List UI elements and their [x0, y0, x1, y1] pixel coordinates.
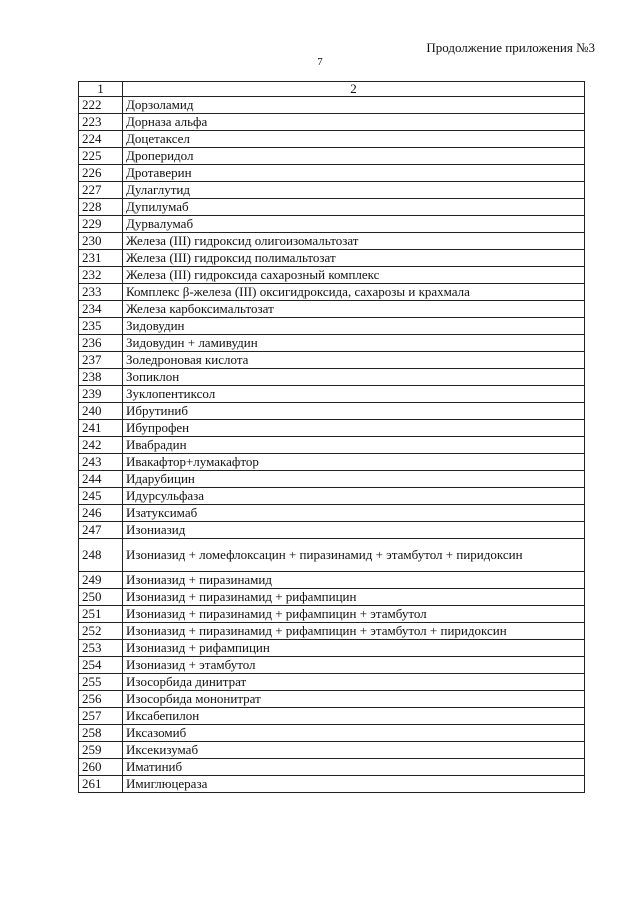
table-row — [79, 454, 585, 471]
row-number: 229 — [79, 216, 123, 233]
page-number: 7 — [317, 56, 323, 68]
table-row — [79, 589, 585, 606]
drug-name: Иксазомиб — [123, 725, 585, 742]
row-number: 231 — [79, 250, 123, 267]
row-number: 244 — [79, 471, 123, 488]
row-number: 248 — [79, 539, 123, 572]
row-number: 225 — [79, 148, 123, 165]
row-number: 255 — [79, 674, 123, 691]
drug-name: Изосорбида мононитрат — [123, 691, 585, 708]
drug-name: Иматиниб — [123, 759, 585, 776]
row-number: 261 — [79, 776, 123, 793]
table-row — [79, 776, 585, 793]
row-number: 227 — [79, 182, 123, 199]
table-row — [79, 471, 585, 488]
drug-name: Изосорбида динитрат — [123, 674, 585, 691]
drug-name: Изониазид + пиразинамид + рифампицин + этамбутол — [123, 606, 585, 623]
row-number: 257 — [79, 708, 123, 725]
table-row — [79, 420, 585, 437]
table-row — [79, 403, 585, 420]
row-number: 232 — [79, 267, 123, 284]
table-row — [79, 606, 585, 623]
table-row — [79, 522, 585, 539]
row-number: 247 — [79, 522, 123, 539]
table-row — [79, 725, 585, 742]
row-number: 238 — [79, 369, 123, 386]
table-row — [79, 131, 585, 148]
drug-name: Зуклопентиксол — [123, 386, 585, 403]
table-row — [79, 335, 585, 352]
drug-name: Зидовудин — [123, 318, 585, 335]
drug-name: Изониазид + этамбутол — [123, 657, 585, 674]
drug-name: Имиглюцераза — [123, 776, 585, 793]
table-row — [79, 386, 585, 403]
row-number: 236 — [79, 335, 123, 352]
row-number: 249 — [79, 572, 123, 589]
continuation-header: Продолжение приложения №3 — [426, 40, 595, 55]
row-number: 241 — [79, 420, 123, 437]
table-row — [79, 250, 585, 267]
drug-name: Изониазид + рифампицин — [123, 640, 585, 657]
drug-name: Иксекизумаб — [123, 742, 585, 759]
row-number: 230 — [79, 233, 123, 250]
row-number: 254 — [79, 657, 123, 674]
drug-name: Изониазид + пиразинамид + рифампицин + этамбутол + пиридоксин — [123, 623, 585, 640]
drug-name: Идарубицин — [123, 471, 585, 488]
table-row — [79, 216, 585, 233]
row-number: 223 — [79, 114, 123, 131]
drug-name: Ибрутиниб — [123, 403, 585, 420]
table-row — [79, 691, 585, 708]
table-row — [79, 674, 585, 691]
drug-name: Ивабрадин — [123, 437, 585, 454]
drug-name: Железа (III) гидроксид олигоизомальтозат — [123, 233, 585, 250]
drug-name: Изатуксимаб — [123, 505, 585, 522]
drug-name: Железа (III) гидроксида сахарозный комплекс — [123, 267, 585, 284]
table-row — [79, 97, 585, 114]
row-number: 233 — [79, 284, 123, 301]
drug-name: Дурвалумаб — [123, 216, 585, 233]
row-number: 258 — [79, 725, 123, 742]
table-row — [79, 539, 585, 572]
table-row — [79, 352, 585, 369]
table-row — [79, 182, 585, 199]
drug-name: Изониазид — [123, 522, 585, 539]
drug-name: Доцетаксел — [123, 131, 585, 148]
table-row — [79, 640, 585, 657]
row-number: 224 — [79, 131, 123, 148]
drug-name: Дорназа альфа — [123, 114, 585, 131]
table-row — [79, 114, 585, 131]
drug-name: Дулаглутид — [123, 182, 585, 199]
row-number: 234 — [79, 301, 123, 318]
row-number: 222 — [79, 97, 123, 114]
drug-name: Изониазид + ломефлоксацин + пиразинамид + этамбутол + пиридоксин — [123, 539, 585, 572]
table-row — [79, 657, 585, 674]
drug-name: Зопиклон — [123, 369, 585, 386]
drug-name: Ибупрофен — [123, 420, 585, 437]
table-row — [79, 165, 585, 182]
table-row — [79, 759, 585, 776]
row-number: 256 — [79, 691, 123, 708]
drug-name: Золедроновая кислота — [123, 352, 585, 369]
table-row — [79, 708, 585, 725]
drug-table — [78, 81, 585, 793]
row-number: 253 — [79, 640, 123, 657]
row-number: 245 — [79, 488, 123, 505]
drug-name: Зидовудин + ламивудин — [123, 335, 585, 352]
row-number: 240 — [79, 403, 123, 420]
drug-name: Дротаверин — [123, 165, 585, 182]
table-row — [79, 488, 585, 505]
table-row — [79, 742, 585, 759]
drug-name: Комплекс β-железа (III) оксигидроксида, сахарозы и крахмала — [123, 284, 585, 301]
table-row — [79, 505, 585, 522]
row-number: 228 — [79, 199, 123, 216]
table-row — [79, 267, 585, 284]
row-number: 250 — [79, 589, 123, 606]
row-number: 239 — [79, 386, 123, 403]
drug-name: Изониазид + пиразинамид + рифампицин — [123, 589, 585, 606]
row-number: 243 — [79, 454, 123, 471]
row-number: 251 — [79, 606, 123, 623]
drug-name: Железа (III) гидроксид полимальтозат — [123, 250, 585, 267]
row-number: 260 — [79, 759, 123, 776]
row-number: 242 — [79, 437, 123, 454]
table-row — [79, 148, 585, 165]
table-row — [79, 318, 585, 335]
table-row — [79, 437, 585, 454]
drug-name: Железа карбоксимальтозат — [123, 301, 585, 318]
row-number: 252 — [79, 623, 123, 640]
table-row — [79, 623, 585, 640]
column-header-number: 1 — [79, 82, 123, 97]
row-number: 246 — [79, 505, 123, 522]
drug-name: Ивакафтор+лумакафтор — [123, 454, 585, 471]
row-number: 226 — [79, 165, 123, 182]
table-row — [79, 284, 585, 301]
table-row — [79, 369, 585, 386]
column-header-name: 2 — [123, 82, 585, 97]
drug-name: Дорзоламид — [123, 97, 585, 114]
row-number: 237 — [79, 352, 123, 369]
table-header-row — [79, 82, 585, 97]
row-number: 235 — [79, 318, 123, 335]
table-row — [79, 233, 585, 250]
row-number: 259 — [79, 742, 123, 759]
drug-name: Изониазид + пиразинамид — [123, 572, 585, 589]
table-row — [79, 199, 585, 216]
drug-name: Иксабепилон — [123, 708, 585, 725]
table-row — [79, 301, 585, 318]
drug-name: Дупилумаб — [123, 199, 585, 216]
drug-name: Дроперидол — [123, 148, 585, 165]
drug-name: Идурсульфаза — [123, 488, 585, 505]
table-row — [79, 572, 585, 589]
